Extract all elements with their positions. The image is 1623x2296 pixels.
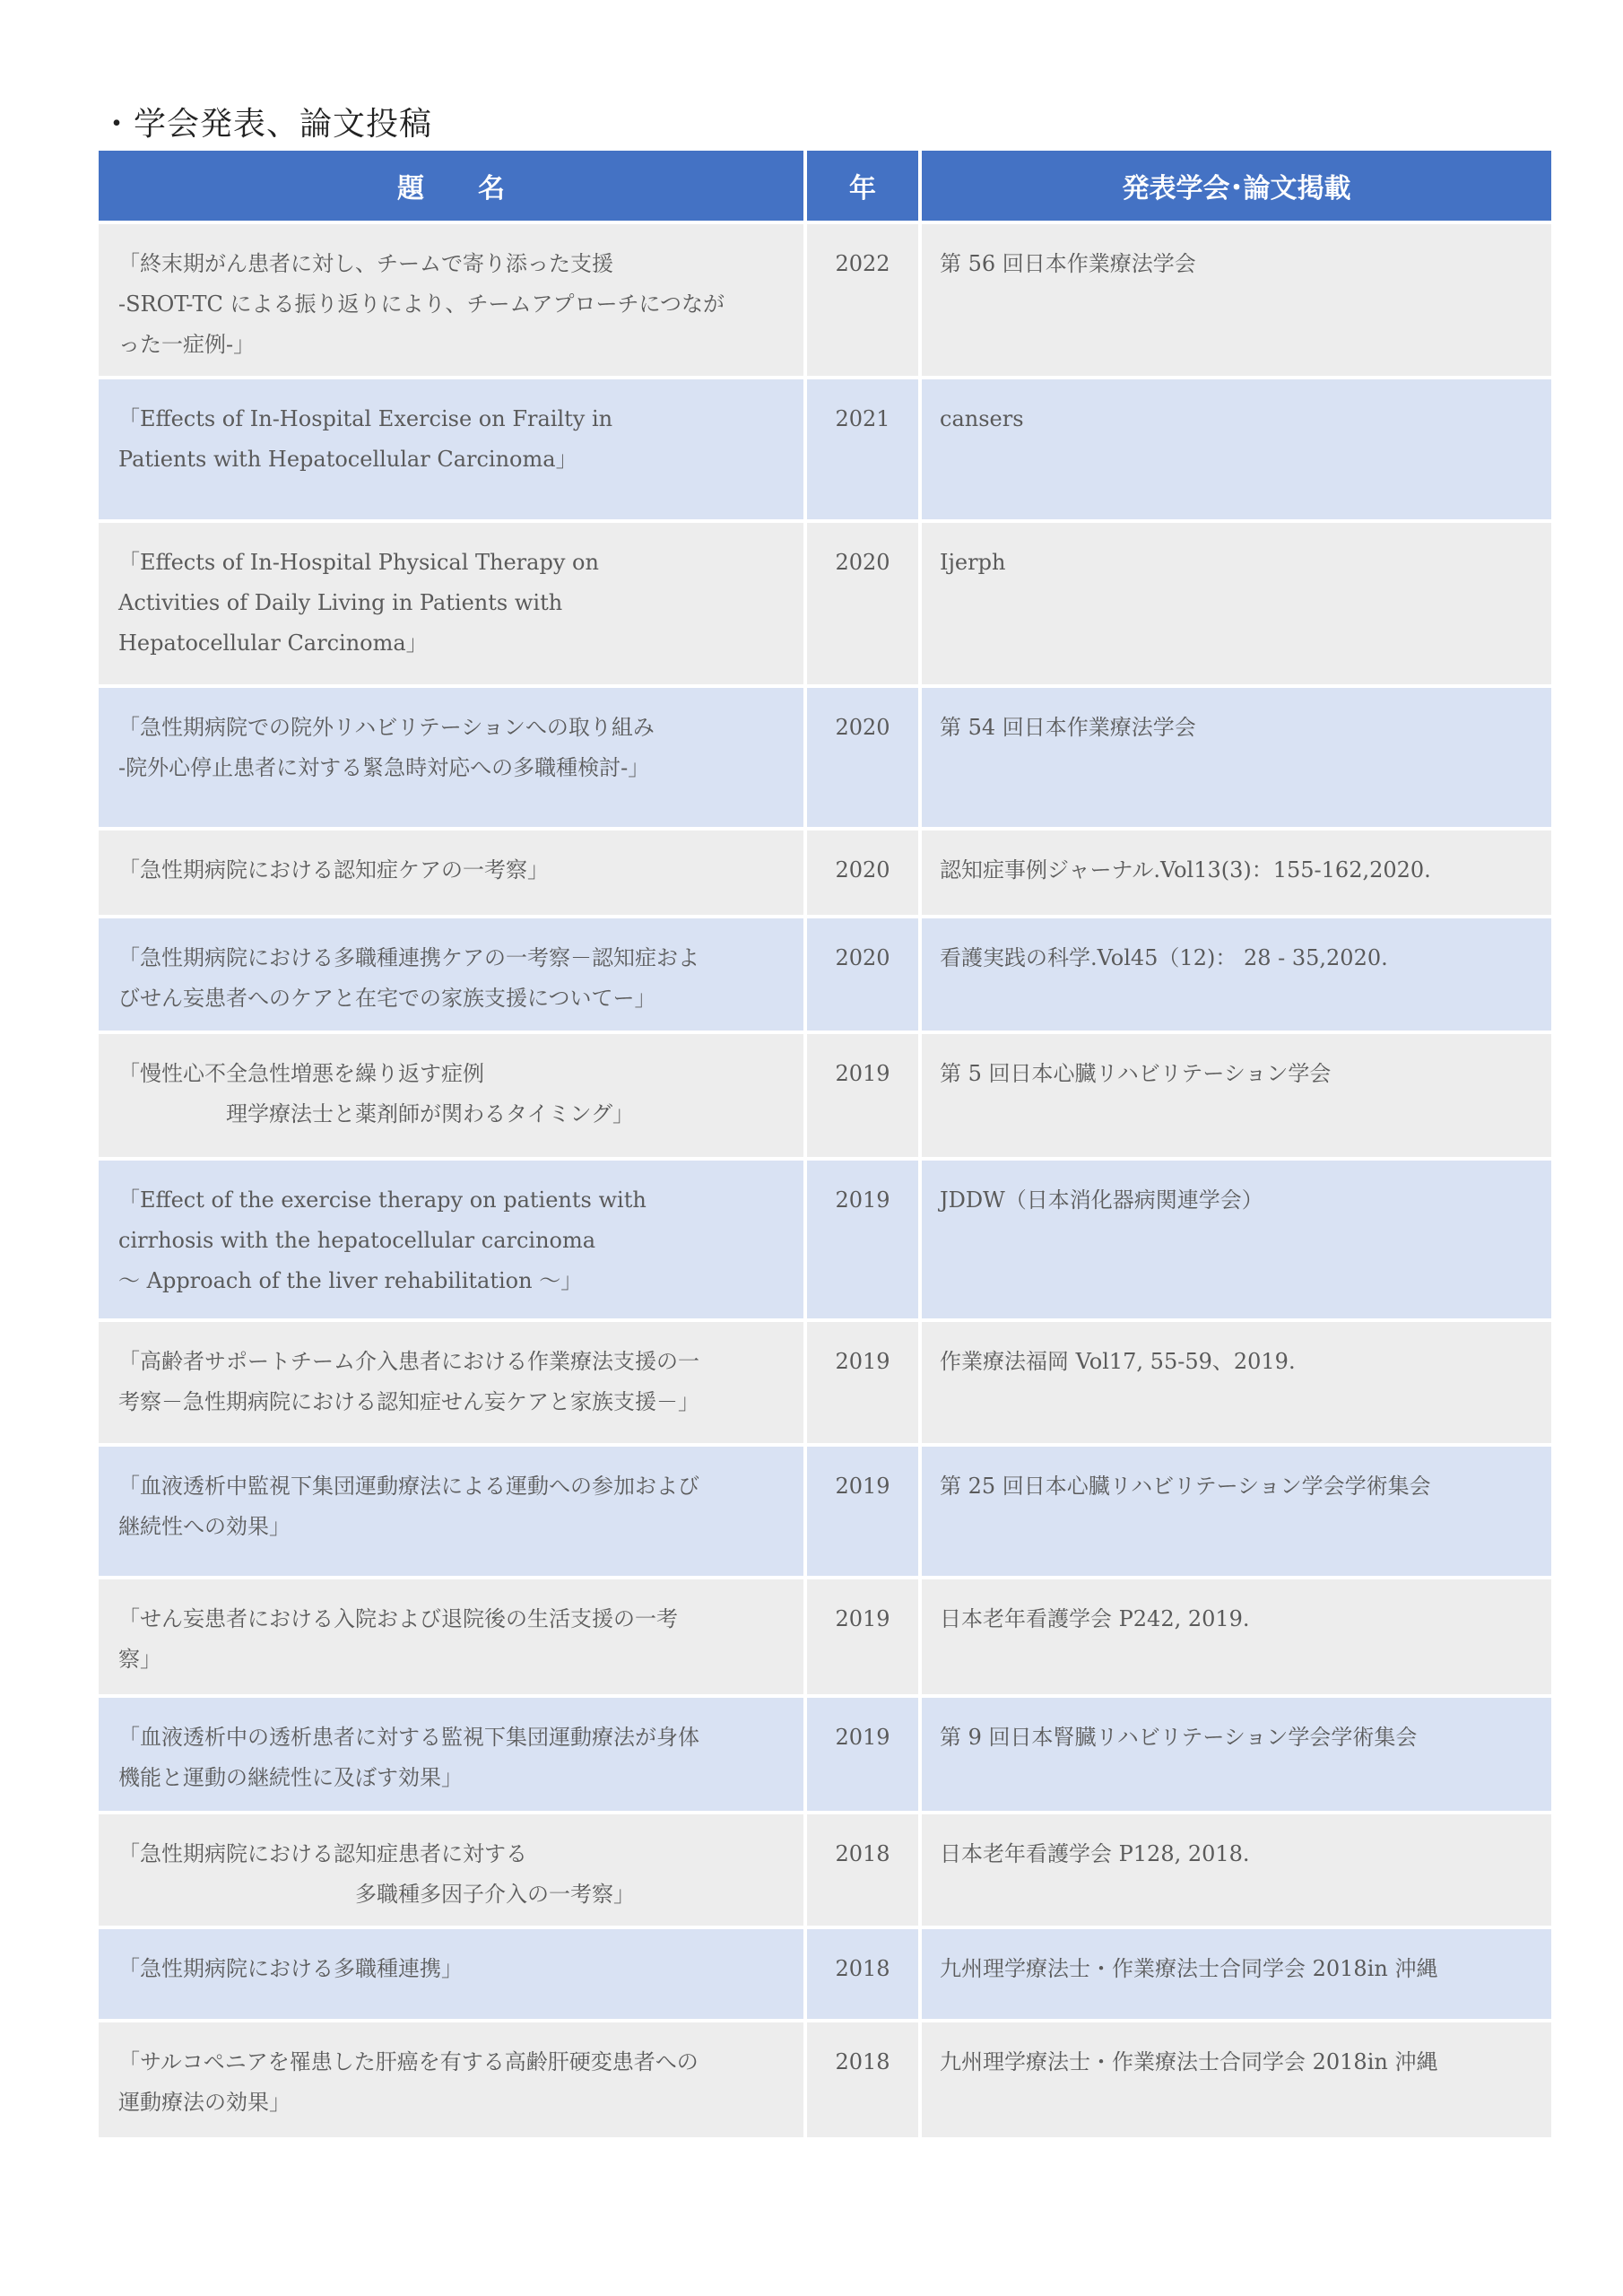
row-year: 2019 bbox=[807, 1447, 922, 1579]
row-year: 2018 bbox=[807, 1929, 922, 2022]
row-venue: JDDW（日本消化器病関連学会） bbox=[922, 1161, 1551, 1322]
row-venue: 第 56 回日本作業療法学会 bbox=[922, 224, 1551, 379]
row-year: 2019 bbox=[807, 1161, 922, 1322]
row-venue: 九州理学療法士・作業療法士合同学会 2018in 沖縄 bbox=[922, 1929, 1551, 2022]
header-title: 題 名 bbox=[99, 151, 807, 224]
row-year: 2019 bbox=[807, 1034, 922, 1161]
row-year: 2022 bbox=[807, 224, 922, 379]
row-year: 2019 bbox=[807, 1579, 922, 1698]
table-row bbox=[99, 523, 1551, 688]
row-title: 「急性期病院における多職種連携ケアの一考察－認知症およ びせん妄患者へのケアと在宅での家族支援についてー」 bbox=[99, 918, 807, 1034]
row-venue: 看護実践の科学.Vol45（12)： 28 ‐ 35,2020. bbox=[922, 918, 1551, 1034]
row-venue: cansers bbox=[922, 379, 1551, 523]
row-title: 「Effects of In-Hospital Physical Therapy on Activities of Daily Living in Patients with Hepatocellular Carcinoma」 bbox=[99, 523, 807, 688]
row-year: 2018 bbox=[807, 2022, 922, 2141]
table-row bbox=[99, 1322, 1551, 1447]
table-row bbox=[99, 1579, 1551, 1698]
table-row bbox=[99, 224, 1551, 379]
row-title: 「終末期がん患者に対し、チームで寄り添った支援 -SROT-TC による振り返りにより、チームアプローチにつなが った一症例-」 bbox=[99, 224, 807, 379]
row-venue: 第 9 回日本腎臓リハビリテーション学会学術集会 bbox=[922, 1698, 1551, 1814]
row-venue: 日本老年看護学会 P242, 2019. bbox=[922, 1579, 1551, 1698]
header-venue: 発表学会･論文掲載 bbox=[922, 151, 1551, 224]
table-row bbox=[99, 1929, 1551, 2022]
row-title: 「Effects of In-Hospital Exercise on Frailty in Patients with Hepatocellular Carcinoma」 bbox=[99, 379, 807, 523]
row-title: 「急性期病院における認知症患者に対する 多職種多因子介入の一考察」 bbox=[99, 1814, 807, 1929]
row-year: 2019 bbox=[807, 1698, 922, 1814]
table-row bbox=[99, 688, 1551, 831]
table-row bbox=[99, 831, 1551, 918]
table-row bbox=[99, 1447, 1551, 1579]
row-venue: 認知症事例ジャーナル.Vol13(3)：155-162,2020. bbox=[922, 831, 1551, 918]
table-row bbox=[99, 1034, 1551, 1161]
row-year: 2020 bbox=[807, 688, 922, 831]
row-title: 「Effect of the exercise therapy on patients with cirrhosis with the hepatocellular carcinoma ～ Approach of the liver rehabilitation ～」 bbox=[99, 1161, 807, 1322]
header-year: 年 bbox=[807, 151, 922, 224]
row-venue: 九州理学療法士・作業療法士合同学会 2018in 沖縄 bbox=[922, 2022, 1551, 2141]
row-venue: 第 5 回日本心臓リハビリテーション学会 bbox=[922, 1034, 1551, 1161]
row-venue: 第 54 回日本作業療法学会 bbox=[922, 688, 1551, 831]
table-row bbox=[99, 918, 1551, 1034]
row-year: 2018 bbox=[807, 1814, 922, 1929]
row-title: 「急性期病院での院外リハビリテーションへの取り組み -院外心停止患者に対する緊急時対応への多職種検討-」 bbox=[99, 688, 807, 831]
publications-table bbox=[99, 151, 1551, 2141]
table-row bbox=[99, 1161, 1551, 1322]
table-row bbox=[99, 2022, 1551, 2141]
row-year: 2020 bbox=[807, 831, 922, 918]
row-year: 2021 bbox=[807, 379, 922, 523]
row-title: 「慢性心不全急性増悪を繰り返す症例 理学療法士と薬剤師が関わるタイミング」 bbox=[99, 1034, 807, 1161]
row-venue: 第 25 回日本心臓リハビリテーション学会学術集会 bbox=[922, 1447, 1551, 1579]
row-title: 「せん妄患者における入院および退院後の生活支援の一考 察」 bbox=[99, 1579, 807, 1698]
row-title: 「急性期病院における多職種連携」 bbox=[99, 1929, 807, 2022]
table-row bbox=[99, 379, 1551, 523]
row-year: 2019 bbox=[807, 1322, 922, 1447]
row-year: 2020 bbox=[807, 918, 922, 1034]
row-title: 「サルコペニアを罹患した肝癌を有する高齢肝硬変患者への 運動療法の効果」 bbox=[99, 2022, 807, 2141]
row-title: 「高齢者サポートチーム介入患者における作業療法支援の一 考察－急性期病院における認知症せん妄ケアと家族支援－」 bbox=[99, 1322, 807, 1447]
row-title: 「急性期病院における認知症ケアの一考察」 bbox=[99, 831, 807, 918]
section-title: ・学会発表、論文投稿 bbox=[100, 106, 433, 143]
table-row bbox=[99, 1814, 1551, 1929]
table-header-row bbox=[99, 151, 1551, 224]
row-title: 「血液透析中監視下集団運動療法による運動への参加および 継続性への効果」 bbox=[99, 1447, 807, 1579]
row-venue: 作業療法福岡 Vol17, 55-59、2019. bbox=[922, 1322, 1551, 1447]
table-row bbox=[99, 1698, 1551, 1814]
row-year: 2020 bbox=[807, 523, 922, 688]
row-venue: 日本老年看護学会 P128, 2018. bbox=[922, 1814, 1551, 1929]
row-title: 「血液透析中の透析患者に対する監視下集団運動療法が身体 機能と運動の継続性に及ぼす効果」 bbox=[99, 1698, 807, 1814]
row-venue: Ijerph bbox=[922, 523, 1551, 688]
